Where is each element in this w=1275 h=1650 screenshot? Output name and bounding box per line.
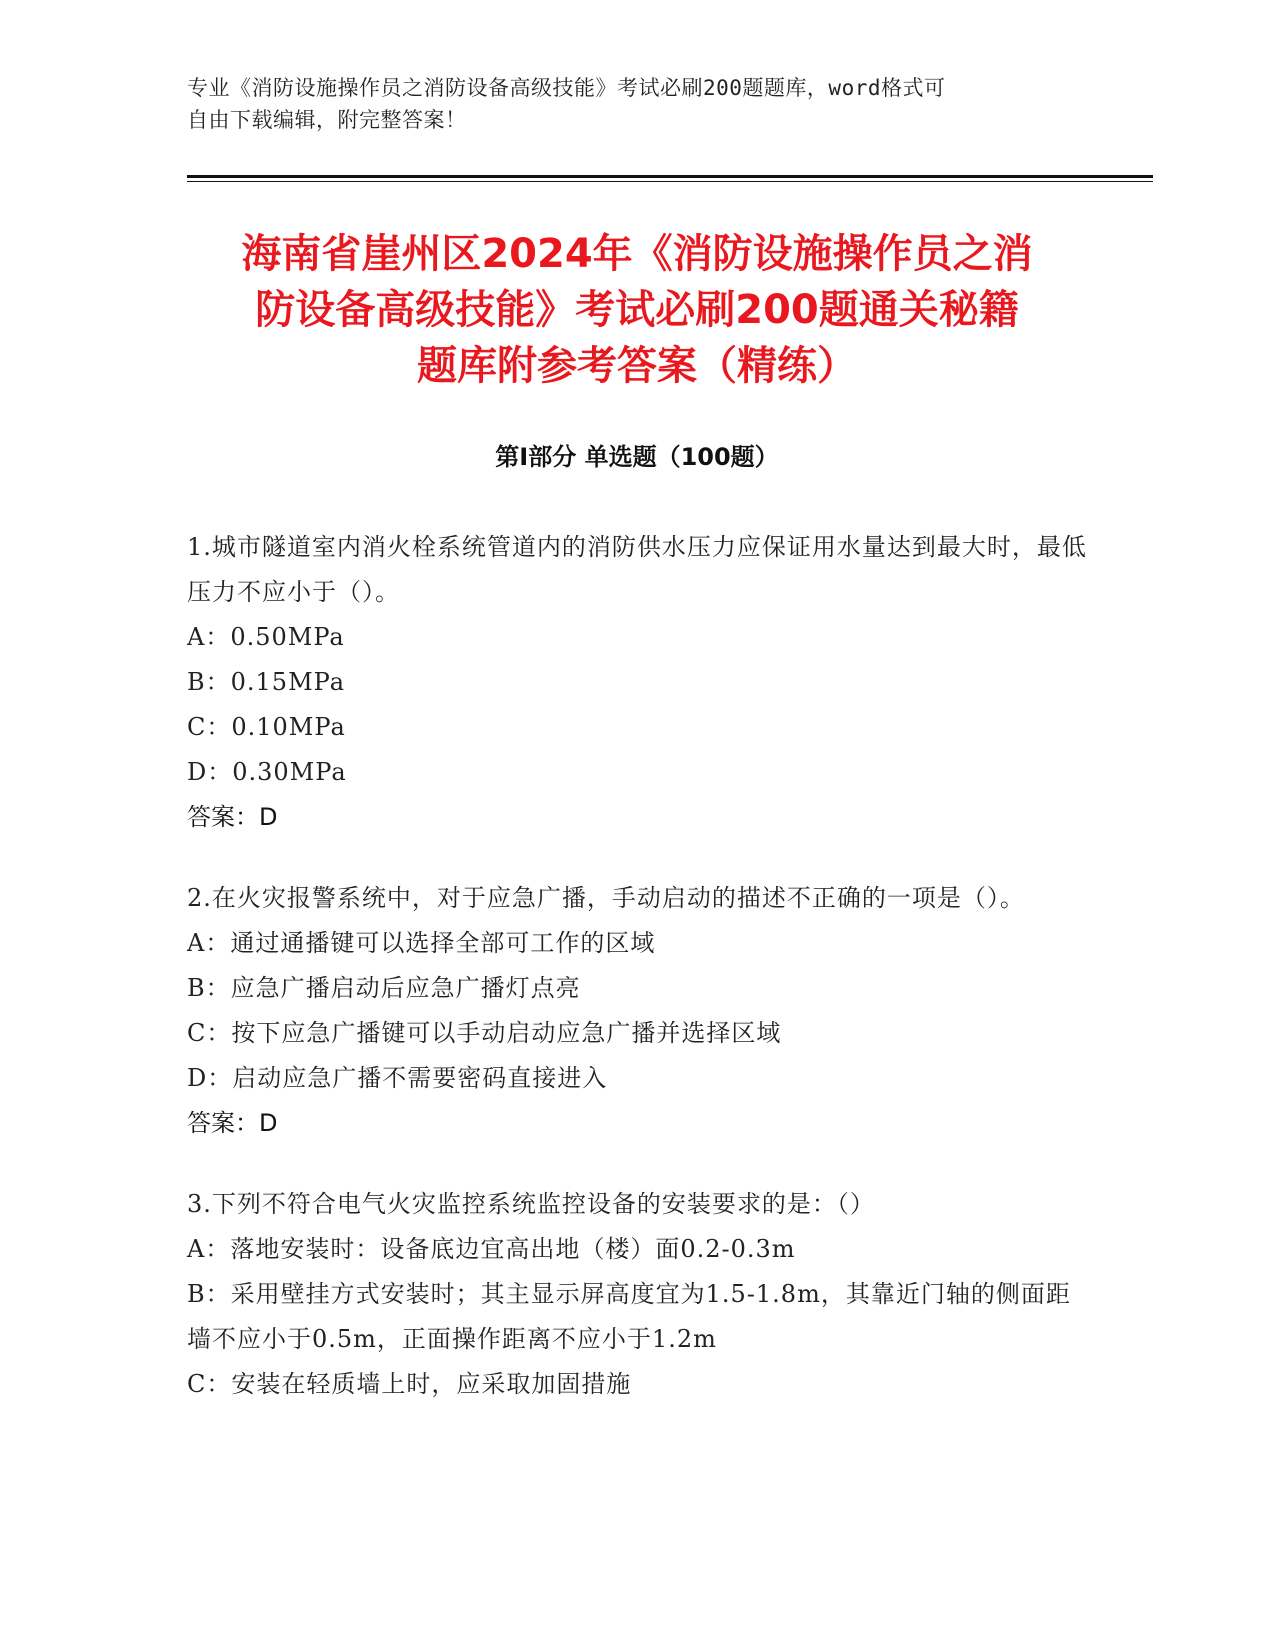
option-d: D：启动应急广播不需要密码直接进入 — [187, 1064, 608, 1092]
question-list — [187, 525, 1087, 1443]
header-line-2: 自由下载编辑，附完整答案！ — [187, 108, 467, 132]
answer: 答案：D — [187, 1109, 278, 1137]
question-stem: 3.下列不符合电气火灾监控系统监控设备的安装要求的是：（） — [187, 1190, 875, 1218]
header-line-1: 专业《消防设施操作员之消防设备高级技能》考试必刷200题题库，word格式可 — [187, 76, 946, 100]
question-stem: 2.在火灾报警系统中，对于应急广播，手动启动的描述不正确的一项是（）。 — [187, 884, 1025, 912]
answer: 答案：D — [187, 803, 278, 831]
option-b: B：采用壁挂方式安装时；其主显示屏高度宜为1.5-1.8m，其靠近门轴的侧面距墙不应小于0.5m，正面操作距离不应小于1.2m — [187, 1280, 1071, 1353]
option-c: C：按下应急广播键可以手动启动应急广播并选择区域 — [187, 1019, 782, 1047]
document-title — [187, 226, 1087, 394]
page-header — [187, 72, 1087, 136]
question-stem: 1.城市隧道室内消火栓系统管道内的消防供水压力应保证用水量达到最大时，最低压力不应小于（）。 — [187, 533, 1087, 606]
header-rule-thick — [187, 175, 1153, 178]
option-a: A：通过通播键可以选择全部可工作的区域 — [187, 929, 656, 957]
option-c: C：安装在轻质墙上时，应采取加固措施 — [187, 1370, 632, 1398]
question-2 — [187, 876, 1087, 1146]
title-line-3: 题库附参考答案（精练） — [417, 343, 857, 389]
option-c: C：0.10MPa — [187, 713, 346, 741]
option-b: B：0.15MPa — [187, 668, 346, 696]
title-line-2: 防设备高级技能》考试必刷200题通关秘籍 — [255, 287, 1019, 333]
section-title: 第Ⅰ部分 单选题（100题） — [495, 443, 779, 471]
option-b: B：应急广播启动后应急广播灯点亮 — [187, 974, 581, 1002]
title-line-1: 海南省崖州区2024年《消防设施操作员之消 — [241, 231, 1033, 277]
option-d: D：0.30MPa — [187, 758, 347, 786]
header-rule-thin — [187, 181, 1153, 182]
question-3 — [187, 1182, 1087, 1407]
option-a: A：落地安装时：设备底边宜高出地（楼）面0.2-0.3m — [187, 1235, 796, 1263]
question-1 — [187, 525, 1087, 840]
option-a: A：0.50MPa — [187, 623, 345, 651]
